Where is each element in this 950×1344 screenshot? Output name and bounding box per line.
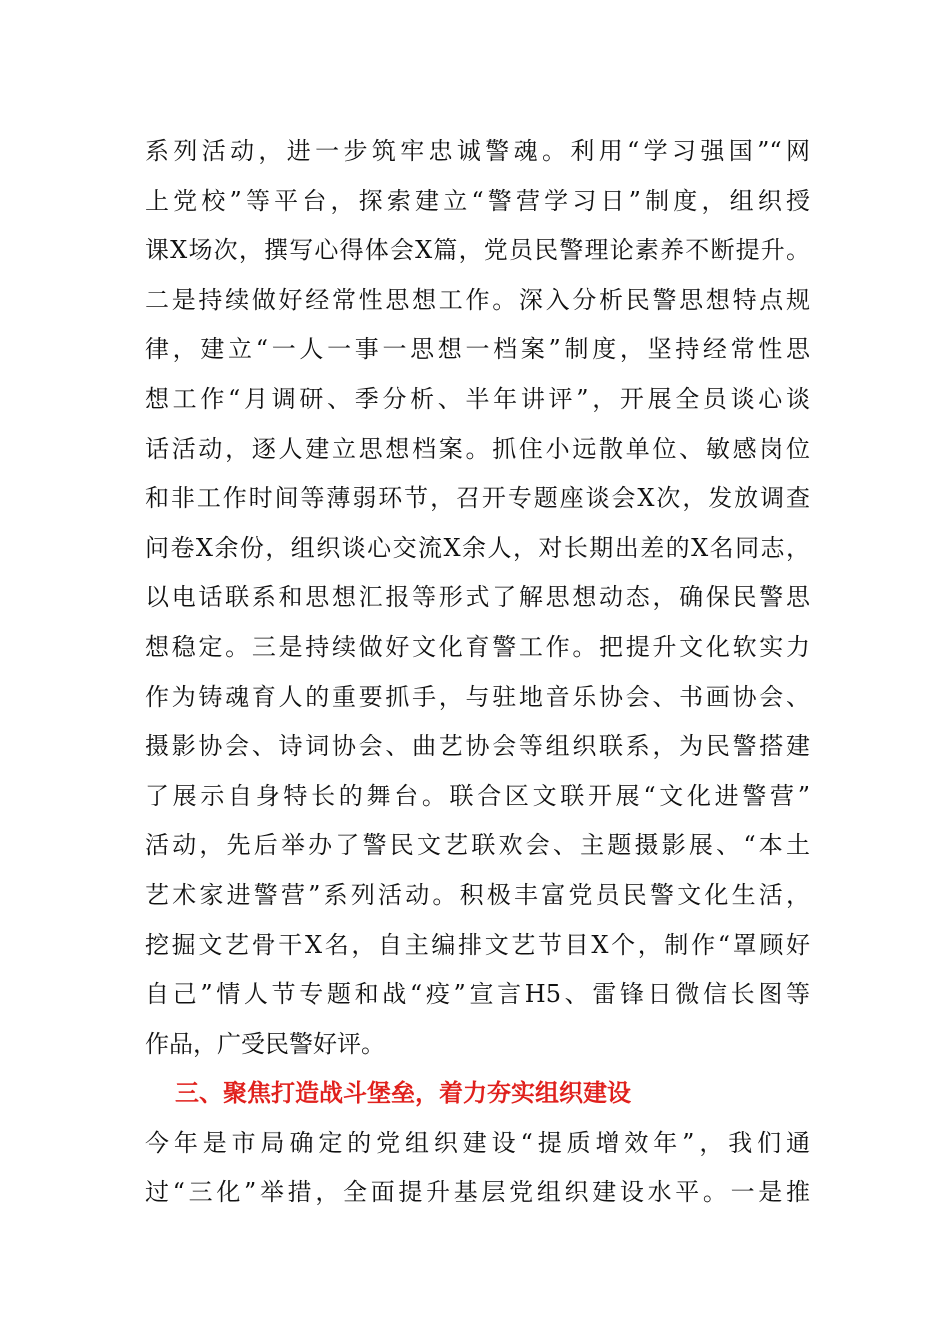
body-line: 律，建立“一人一事一思想一档案”制度，坚持经常性思 bbox=[145, 335, 810, 364]
body-line: 过“三化”举措，全面提升基层党组织建设水平。一是推 bbox=[145, 1178, 810, 1207]
body-line: 话活动，逐人建立思想档案。抓住小远散单位、敏感岗位 bbox=[145, 434, 810, 463]
document-page bbox=[145, 127, 810, 1218]
body-line: 作品，广受民警好评。 bbox=[145, 1029, 385, 1058]
body-line: 问卷X余份，组织谈心交流X余人，对长期出差的X名同志， bbox=[145, 533, 810, 562]
body-line: 作为铸魂育人的重要抓手，与驻地音乐协会、书画协会、 bbox=[145, 682, 810, 711]
body-line: 和非工作时间等薄弱环节，召开专题座谈会X次，发放调查 bbox=[145, 484, 810, 513]
section-heading: 三、聚焦打造战斗堡垒，着力夯实组织建设 bbox=[175, 1079, 631, 1108]
body-line: 自己”情人节专题和战“疫”宣言H5、雷锋日微信长图等 bbox=[145, 980, 810, 1009]
body-line: 以电话联系和思想汇报等形式了解思想动态，确保民警思 bbox=[145, 583, 810, 612]
body-line: 二是持续做好经常性思想工作。深入分析民警思想特点规 bbox=[145, 285, 810, 314]
body-line: 了展示自身特长的舞台。联合区文联开展“文化进警营” bbox=[145, 781, 810, 810]
body-line: 上党校”等平台，探索建立“警营学习日”制度，组织授 bbox=[145, 186, 810, 215]
body-line: 课X场次，撰写心得体会X篇，党员民警理论素养不断提升。 bbox=[145, 236, 810, 265]
body-line: 今年是市局确定的党组织建设“提质增效年”，我们通 bbox=[145, 1128, 810, 1157]
body-line: 系列活动，进一步筑牢忠诚警魂。利用“学习强国”“网 bbox=[145, 137, 810, 165]
body-line: 活动，先后举办了警民文艺联欢会、主题摄影展、“本土 bbox=[145, 831, 810, 860]
body-line: 摄影协会、诗词协会、曲艺协会等组织联系，为民警搭建 bbox=[145, 732, 810, 761]
body-line: 艺术家进警营”系列活动。积极丰富党员民警文化生活， bbox=[145, 880, 810, 909]
body-line: 想工作“月调研、季分析、半年讲评”，开展全员谈心谈 bbox=[145, 384, 810, 413]
body-line: 挖掘文艺骨干X名，自主编排文艺节目X个，制作“罩顾好 bbox=[145, 930, 810, 959]
body-line: 想稳定。三是持续做好文化育警工作。把提升文化软实力 bbox=[145, 632, 810, 661]
